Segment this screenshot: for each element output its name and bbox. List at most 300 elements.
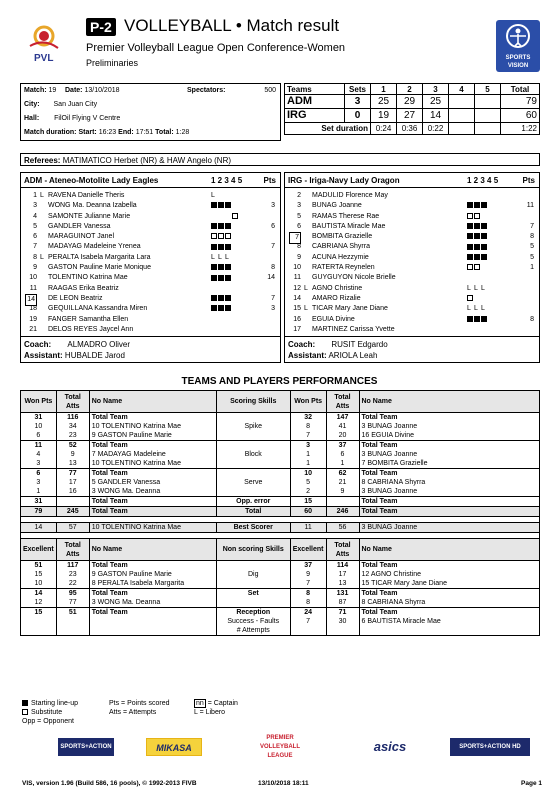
perf-row [21,478,540,487]
roster-row [285,232,539,242]
libero-marker: L [218,253,222,261]
perf-row [21,487,540,497]
perf-b-value: 9 [290,570,326,579]
team-a-coach-label: Coach: [24,340,52,349]
roster-row [21,212,280,222]
set-sub-marker [467,264,473,270]
player-number: 7 [33,243,37,251]
city-label: City: [24,101,40,108]
perf-b-value: 7 [290,617,326,626]
roster-row [285,273,539,283]
perf-b-atts: 131 [326,589,359,599]
player-number: 21 [29,325,37,333]
player-number: 14 [293,294,301,302]
perf-a-atts: 57 [56,523,89,533]
score-set1: 25 [371,95,397,109]
player-name: TOLENTINO Katrina Mae [48,274,128,282]
perf-head-mid: Scoring Skills [216,391,290,413]
roster-row [21,253,280,263]
perf-row [21,469,540,479]
league-logo-text: PVL [34,53,54,64]
perf-a-name: 10 TOLENTINO Katrina Mae [89,523,216,533]
player-points: 7 [271,243,275,251]
set-played-marker [474,223,480,229]
player-number: 11 [293,274,301,282]
score-team: ADM [285,95,345,109]
perf-b-atts: 1 [326,459,359,469]
score-table [284,83,540,135]
total-label: Total: [155,129,174,136]
perf-a-value: 15 [21,608,57,618]
perf-b-atts: 87 [326,598,359,608]
perf-b-atts: 246 [326,507,359,517]
perf-a-atts: 22 [56,579,89,589]
perf-a-atts: 117 [56,561,89,571]
perf-a-name: Total Team [89,441,216,451]
perf-b-value: 24 [290,608,326,618]
legend-libero: L = Libero [194,709,226,716]
set-duration-1: 0:24 [371,123,397,135]
perf-skill [216,487,290,497]
perf-b-name: 3 BUNAG Joanne [359,487,540,497]
libero-marker: L [467,305,471,313]
perf-head-a2: Total Atts [56,391,89,413]
set-played-marker [211,305,217,311]
perf-a-value: 51 [21,561,57,571]
perf-summary-row [21,497,540,507]
score-head-s4: 4 [449,84,475,95]
perf-a-value: 6 [21,469,57,479]
player-libero-mark: L [304,305,308,313]
perf-row [21,608,540,618]
player-name: GASTON Pauline Marie Monique [48,264,151,272]
captain-box: nn [196,700,204,707]
perf-b-atts: 147 [326,413,359,423]
perf-b-name: Total Team [359,561,540,571]
player-sets [467,304,488,314]
referees-label: Referees: [24,156,61,165]
perf-b-value: 8 [290,589,326,599]
score-row [285,109,540,123]
team-b-name: IRG - Iriga-Navy Lady Oragon [288,176,400,185]
player-number: 10 [293,264,301,272]
perf-a-name: 3 WONG Ma. Deanna [89,598,216,608]
perf-a-value: 3 [21,459,57,469]
perf-b-atts: 56 [326,523,359,533]
perf-a-atts: 34 [56,422,89,431]
team-a-coach: ALMADRO Oliver [67,340,131,349]
perf-row [21,626,540,636]
set-sub-marker [211,233,217,239]
perf-a-value: 79 [21,507,57,517]
performances-table [20,390,540,636]
perf-b-name: Total Team [359,441,540,451]
set-played-marker [467,233,473,239]
libero-marker: L [481,305,485,313]
starting-lineup-swatch [22,700,28,706]
perf-head-b3: No Name [359,539,540,561]
substitute-swatch [22,709,28,715]
perf-skill: Serve [216,478,290,487]
sponsor-asics: asics [373,739,407,754]
player-name: CABRIANA Shyrra [312,243,370,251]
legend-captain: = Captain [207,700,238,707]
player-points: 6 [271,222,275,230]
score-set4 [449,95,475,109]
hall-label: Hall: [24,115,40,122]
perf-a-value: 3 [21,478,57,487]
match-city: San Juan City [53,101,98,108]
perf-header-row [21,539,540,561]
perf-head-a1: Won Pts [21,391,57,413]
player-libero-mark: L [304,284,308,292]
player-sets [467,253,488,263]
perf-row [21,570,540,579]
start-time: 16:23 [98,129,117,136]
player-number: 8 [297,243,301,251]
roster-row [21,242,280,252]
set-played-marker [467,223,473,229]
set-played-marker [218,275,224,281]
perf-a-name: 8 PERALTA Isabela Margarita [89,579,216,589]
player-name: RAMAS Therese Rae [312,212,380,220]
perf-b-atts: 13 [326,579,359,589]
player-name: DELOS REYES Jaycel Ann [48,325,134,333]
perf-skill [216,441,290,451]
set-played-marker [225,275,231,281]
score-total: 60 [501,109,540,123]
set-played-marker [225,244,231,250]
set-sub-marker [474,213,480,219]
perf-a-value: 31 [21,413,57,423]
roster-row [21,263,280,273]
score-head-s1: 1 [371,84,397,95]
match-info [20,83,281,141]
set-duration-total: 1:22 [501,123,540,135]
player-sets [211,294,232,304]
player-sets [211,242,232,252]
perf-skill [216,431,290,441]
perf-summary-row [21,523,540,533]
perf-b-value: 1 [290,450,326,459]
set-played-marker [225,264,231,270]
player-number: 3 [297,202,301,210]
perf-head-b1: Excellent [290,539,326,561]
player-number: 19 [29,315,37,323]
perf-b-value: 7 [290,431,326,441]
perf-skill: Block [216,450,290,459]
set-duration-3: 0:22 [423,123,449,135]
spectators-count: 500 [264,87,276,94]
perf-b-atts: 41 [326,422,359,431]
player-name: MARTINEZ Carissa Yvette [312,325,395,333]
perf-b-value: 5 [290,478,326,487]
header-bar [86,16,470,38]
set-played-marker [211,275,217,281]
libero-marker: L [474,284,478,292]
perf-a-value: 6 [21,431,57,441]
team-a-assistant-label: Assistant: [24,351,63,360]
perf-a-name: Total Team [89,469,216,479]
perf-b-atts [326,497,359,507]
player-sets [211,253,232,263]
score-set5 [475,109,501,123]
perf-a-value: 15 [21,570,57,579]
player-points: 5 [530,243,534,251]
player-sets [211,191,218,201]
player-name: BAUTISTA Miracle Mae [312,222,386,230]
perf-head-b2: Total Atts [326,539,359,561]
start-label: Start: [78,129,97,136]
league-logo [22,18,72,68]
libero-marker: L [467,284,471,292]
perf-row [21,422,540,431]
player-number: 17 [293,325,301,333]
footer-timestamp: 13/10/2018 18:11 [258,780,309,787]
spectators-label: Spectators: [187,87,226,94]
score-set4 [449,109,475,123]
sponsor-sports-action: SPORTS+ACTION [58,738,114,756]
score-head-s3: 3 [423,84,449,95]
perf-head-a1: Excellent [21,539,57,561]
player-points: 8 [271,264,275,272]
score-set3: 25 [423,95,449,109]
perf-head-mid: Non scoring Skills [216,539,290,561]
legend-pts: Pts = Points scored [109,700,170,707]
perf-a-name: 9 GASTON Pauline Marie [89,570,216,579]
match-date: 13/10/2018 [84,87,120,94]
perf-row [21,617,540,626]
set-played-marker [481,202,487,208]
set-sub-marker [474,264,480,270]
perf-a-name: 5 GANDLER Vanessa [89,478,216,487]
perf-b-value: 2 [290,487,326,497]
set-played-marker [218,202,224,208]
team-a-pts-header: Pts [263,176,276,185]
score-set2: 29 [397,95,423,109]
team-a-sets-header: 1 2 3 4 5 [211,176,243,185]
player-number: 10 [29,274,37,282]
player-number: 6 [297,222,301,230]
perf-row [21,441,540,451]
player-name: RAAGAS Erika Beatriz [48,284,119,292]
perf-a-name: 9 GASTON Pauline Marie [89,431,216,441]
perf-skill [216,561,290,571]
perf-a-name: Total Team [89,413,216,423]
player-name: FANGER Samantha Ellen [48,315,129,323]
player-name: GUYGUYON Nicole Brielle [312,274,396,282]
player-sets [467,284,488,294]
player-name: RAVENA Danielle Theris [48,192,125,199]
perf-b-atts: 30 [326,617,359,626]
player-number: 16 [293,315,301,323]
player-number: 4 [33,212,37,220]
set-played-marker [218,295,224,301]
perf-skill: Dig [216,570,290,579]
performances-title: TEAMS AND PLAYERS PERFORMANCES [181,376,378,387]
player-number: 15 [293,305,301,313]
footer-page: Page 1 [521,780,542,787]
perf-skill: # Attempts [216,626,290,636]
set-duration-label: Set duration [285,123,371,135]
team-b-assistant-label: Assistant: [288,351,327,360]
perf-head-b1: Won Pts [290,391,326,413]
set-played-marker [225,202,231,208]
perf-a-atts [56,497,89,507]
perf-b-atts: 17 [326,570,359,579]
libero-marker: L [211,192,215,199]
perf-row [21,413,540,423]
roster-row [21,315,280,325]
set-played-marker [211,295,217,301]
player-sets [467,294,474,304]
perf-skill [216,598,290,608]
perf-b-atts: 62 [326,469,359,479]
score-set3: 14 [423,109,449,123]
player-name: MADAYAG Madeleine Yrenea [48,243,141,251]
set-played-marker [218,223,224,229]
player-sets [211,232,232,242]
referees [20,153,540,166]
perf-b-name: Total Team [359,413,540,423]
player-number: 5 [297,212,301,220]
perf-a-atts: 23 [56,570,89,579]
player-name: AMARO Rizalie [312,294,361,302]
perf-b-name: 16 EGUIA Divine [359,431,540,441]
perf-b-atts: 20 [326,431,359,441]
perf-summary-row [21,507,540,517]
player-name: WONG Ma. Deanna Izabella [48,202,137,210]
roster-row [285,201,539,211]
libero-marker: L [211,253,215,261]
roster-row [21,284,280,294]
perf-b-name: 8 CABRIANA Shyrra [359,598,540,608]
sponsor-mikasa: MIKASA [146,738,202,756]
roster-row [285,222,539,232]
perf-head-b2: Total Atts [326,391,359,413]
player-name: GEQUILLANA Kassandra Miren [48,305,148,313]
perf-skill [216,469,290,479]
player-name: AGNO Christine [312,284,363,292]
set-played-marker [474,244,480,250]
player-sets [211,263,232,273]
perf-a-value: 12 [21,598,57,608]
score-head-s2: 2 [397,84,423,95]
score-head-sets: Sets [345,84,371,95]
perf-b-name: Total Team [359,589,540,599]
legend-atts: Atts = Attempts [109,709,157,716]
set-played-marker [211,202,217,208]
roster-row [21,201,280,211]
player-sets [211,212,239,222]
set-sub-marker [218,233,224,239]
perf-b-value: 10 [290,469,326,479]
perf-a-name [89,617,216,626]
player-libero-mark: L [40,253,44,261]
sponsor-pvl: PREMIER VOLLEYBALL LEAGUE [260,735,300,759]
player-sets [467,242,488,252]
roster-row [285,191,539,201]
perf-skill [216,579,290,589]
report-title: VOLLEYBALL • Match result [124,16,340,35]
player-points: 7 [530,222,534,230]
perf-a-atts: 13 [56,459,89,469]
roster-row [285,253,539,263]
score-team: IRG [285,109,345,123]
set-played-marker [225,295,231,301]
set-played-marker [481,316,487,322]
score-head-total: Total [501,84,540,95]
perf-b-value: 11 [290,523,326,533]
player-points: 3 [271,202,275,210]
set-played-marker [481,223,487,229]
legend-substitute: Substitute [30,709,63,716]
libero-marker: L [225,253,229,261]
perf-a-atts [56,617,89,626]
set-duration-5 [475,123,501,135]
libero-marker: L [481,284,485,292]
score-head-s5: 5 [475,84,501,95]
set-played-marker [225,305,231,311]
score-sets: 3 [345,95,371,109]
roster-row [285,315,539,325]
perf-skill: Opp. error [216,497,290,507]
perf-a-atts: 51 [56,608,89,618]
set-played-marker [211,223,217,229]
phase: Preliminaries [86,58,139,68]
player-points: 14 [267,274,275,282]
set-duration-2: 0:36 [397,123,423,135]
perf-a-value: 14 [21,589,57,599]
player-points: 3 [271,305,275,313]
perf-a-name: Total Team [89,589,216,599]
roster-row [21,294,280,304]
player-name: GANDLER Vanessa [48,222,111,230]
perf-a-atts: 116 [56,413,89,423]
perf-head-a2: Total Atts [56,539,89,561]
perf-a-name: Total Team [89,608,216,618]
roster-row [21,191,280,201]
roster-row [21,273,280,283]
perf-a-atts: 17 [56,478,89,487]
perf-b-atts: 37 [326,441,359,451]
perf-b-value: 3 [290,441,326,451]
player-number: 14 [25,294,37,306]
perf-a-value: 10 [21,579,57,589]
set-played-marker [467,202,473,208]
roster-row [285,294,539,304]
player-sets [467,222,488,232]
perf-row [21,561,540,571]
perf-b-atts [326,626,359,636]
player-number: 18 [29,305,37,313]
set-played-marker [467,254,473,260]
perf-header-row [21,391,540,413]
player-number: 3 [33,202,37,210]
perf-skill: Success - Faults [216,617,290,626]
perf-b-name [359,626,540,636]
perf-a-atts: 245 [56,507,89,517]
player-name: BOMBITA Grazielle [312,233,373,241]
player-number: 2 [297,192,301,199]
sponsor-sports-action-hd: SPORTS+ACTION HD [450,738,530,756]
player-name: DE LEON Beatriz [48,294,103,302]
player-number: 1 [33,192,37,199]
roster-row [285,304,539,314]
set-sub-marker [232,213,238,219]
player-number: 7 [289,232,301,244]
team-b-coach: RUSIT Edgardo [331,340,388,349]
